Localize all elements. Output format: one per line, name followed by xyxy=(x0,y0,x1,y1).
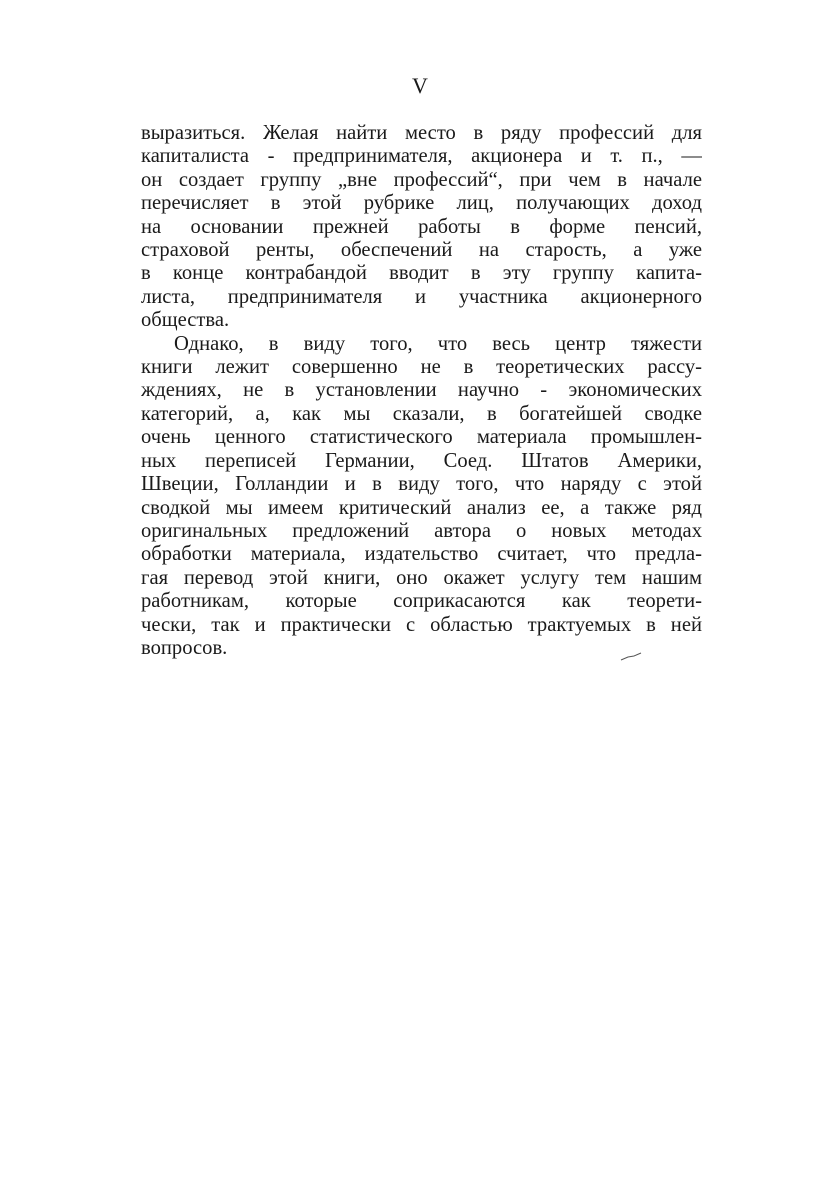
text-line: капиталиста - предпринимателя, акционера и т. п., — xyxy=(141,145,702,168)
paragraph-1 xyxy=(141,122,702,333)
text-line: вопросов. xyxy=(141,636,228,659)
text-line: чески, так и практически с областью трактуемых в ней xyxy=(141,613,702,636)
text-line: работникам, которые соприкасаются как теорети- xyxy=(141,590,702,613)
text-line: на основании прежней работы в форме пенсий, xyxy=(141,215,702,238)
text-line: ных переписей Германии, Соед. Штатов Америки, xyxy=(141,449,702,472)
text-line: обработки материала, издательство считает, что предла- xyxy=(141,543,702,566)
ink-mark xyxy=(620,652,642,662)
text-line: книги лежит совершенно не в теоретических рассу- xyxy=(141,356,702,379)
body-text xyxy=(141,122,702,660)
text-line: Швеции, Голландии и в виду того, что наряду с этой xyxy=(141,473,702,496)
text-line: выразиться. Желая найти место в ряду профессий для xyxy=(141,122,702,144)
paragraph-2 xyxy=(141,333,702,661)
text-line: он создает группу „вне профессий“, при чем в начале xyxy=(141,168,702,191)
text-line: в конце контрабандой вводит в эту группу капита- xyxy=(141,262,702,285)
text-line: оригинальных предложений автора о новых методах xyxy=(141,519,702,542)
text-line: общества. xyxy=(141,309,230,332)
text-line: Однако, в виду того, что весь центр тяжести xyxy=(174,332,702,355)
text-line: категорий, а, как мы сказали, в богатейшей сводке xyxy=(141,402,702,425)
text-line: страховой ренты, обеспечений на старость, а уже xyxy=(141,239,702,262)
text-line: листа, предпринимателя и участника акционерного xyxy=(141,285,702,308)
text-line: ждениях, не в установлении научно - экономических xyxy=(141,379,702,402)
text-line: очень ценного статистического материала промышлен- xyxy=(141,426,702,449)
text-line: сводкой мы имеем критический анализ ее, а также ряд xyxy=(141,496,702,519)
page-number: V xyxy=(412,73,428,98)
text-line: перечисляет в этой рубрике лиц, получающих доход xyxy=(141,192,702,215)
text-line: гая перевод этой книги, оно окажет услугу тем нашим xyxy=(141,566,702,589)
